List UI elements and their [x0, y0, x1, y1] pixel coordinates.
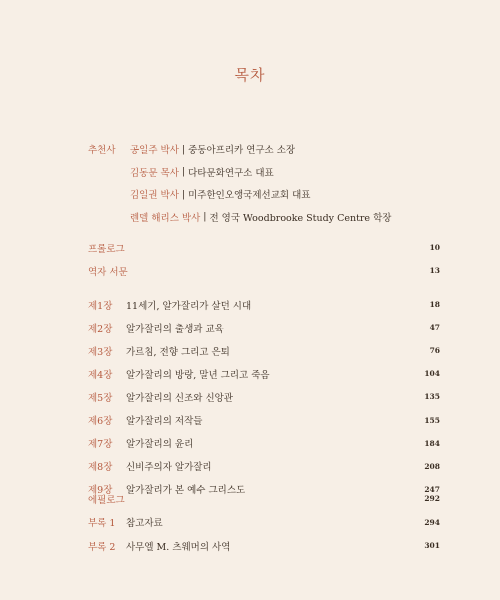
endorsements-label: 추천사 — [88, 145, 116, 157]
chapter-title: 알가잘리의 신조와 신앙관 — [126, 392, 233, 404]
endorsement-row — [88, 138, 448, 161]
chapter-number: 제9장 — [88, 485, 113, 497]
chapters — [88, 293, 440, 504]
page-number: 301 — [424, 541, 440, 551]
entry-label: 프롤로그 — [88, 243, 125, 255]
page-number: 155 — [424, 415, 440, 425]
endorsement-row — [88, 183, 448, 206]
chapter-title: 알가잘리의 윤리 — [126, 439, 194, 451]
page-number: 76 — [429, 346, 440, 356]
chapter-number: 제7장 — [88, 439, 113, 451]
endorser-role: 미주한인오앵국제선교회 대표 — [188, 190, 311, 202]
toc-entry-chapter[interactable] — [88, 408, 440, 431]
endorser-role: 전 영국 Woodbrooke Study Centre 학장 — [209, 212, 392, 224]
chapter-title: 신비주의자 알가잘리 — [126, 462, 212, 474]
page-number: 292 — [424, 494, 440, 504]
page-number: 104 — [424, 369, 440, 379]
page-number: 47 — [429, 323, 440, 333]
chapter-number: 제3장 — [88, 346, 113, 358]
chapter-title: 알가잘리가 본 예수 그리스도 — [126, 485, 246, 497]
toc-entry-epilogue[interactable] — [88, 484, 440, 511]
entry-label: 에필로그 — [88, 494, 125, 506]
toc-entry-chapter[interactable] — [88, 316, 440, 339]
endorser-name: 김일권 박사 — [130, 190, 179, 202]
endorser-role: 중동아프리카 연구소 소장 — [188, 145, 296, 157]
page-number: 135 — [424, 392, 440, 402]
toc-entry-translator-preface[interactable] — [88, 259, 440, 282]
chapter-title: 알가잘리의 출생과 교육 — [126, 323, 224, 335]
chapter-number: 제4장 — [88, 369, 113, 381]
toc-entry-chapter[interactable] — [88, 385, 440, 408]
toc-entry-chapter[interactable] — [88, 339, 440, 362]
endorsement-row — [88, 206, 448, 229]
separator: | — [181, 166, 186, 178]
separator: | — [181, 188, 186, 200]
entry-label: 부록 2 — [88, 541, 116, 553]
endorser-name: 김동문 목사 — [130, 167, 179, 179]
page-number: 10 — [429, 243, 440, 252]
endorsements — [88, 138, 448, 228]
page-number: 18 — [429, 300, 440, 310]
toc-title: 목차 — [234, 66, 266, 84]
page-number: 294 — [424, 517, 440, 527]
page-number: 208 — [424, 461, 440, 471]
endorser-name: 공일주 박사 — [130, 145, 179, 157]
front-matter — [88, 236, 440, 282]
chapter-number: 제2장 — [88, 323, 113, 335]
separator: | — [203, 211, 207, 223]
endorsement-row — [88, 161, 448, 184]
toc-entry-chapter[interactable] — [88, 432, 440, 455]
entry-title: 사무엘 M. 츠웨머의 사역 — [126, 541, 231, 553]
chapter-number: 제6장 — [88, 416, 113, 428]
toc-entry-appendix[interactable] — [88, 534, 440, 558]
chapter-number: 제5장 — [88, 392, 113, 404]
toc-entry-chapter[interactable] — [88, 455, 440, 478]
toc-entry-chapter[interactable] — [88, 293, 440, 316]
chapter-number: 제1장 — [88, 300, 113, 312]
page-number: 184 — [424, 438, 440, 448]
chapter-title: 알가잘리의 저작들 — [126, 416, 203, 428]
endorser-name: 렌델 해리스 박사 — [130, 212, 201, 224]
toc-entry-appendix[interactable] — [88, 511, 440, 535]
chapter-title: 가르침, 전향 그리고 은퇴 — [126, 346, 230, 358]
endorser-role: 다타문화연구소 대표 — [188, 167, 274, 179]
entry-title: 참고자료 — [126, 518, 163, 530]
toc-entry-chapter[interactable] — [88, 362, 440, 385]
chapter-number: 제8장 — [88, 462, 113, 474]
back-matter — [88, 484, 440, 558]
chapter-title: 알가잘리의 방랑, 말년 그리고 죽음 — [126, 369, 270, 381]
page-number: 247 — [424, 484, 440, 494]
entry-label: 부록 1 — [88, 518, 116, 530]
toc-entry-prologue[interactable] — [88, 236, 440, 259]
page-number: 13 — [429, 266, 440, 275]
separator: | — [181, 143, 186, 155]
entry-label: 역자 서문 — [88, 266, 128, 278]
chapter-title: 11세기, 알가잘리가 살던 시대 — [126, 300, 252, 312]
